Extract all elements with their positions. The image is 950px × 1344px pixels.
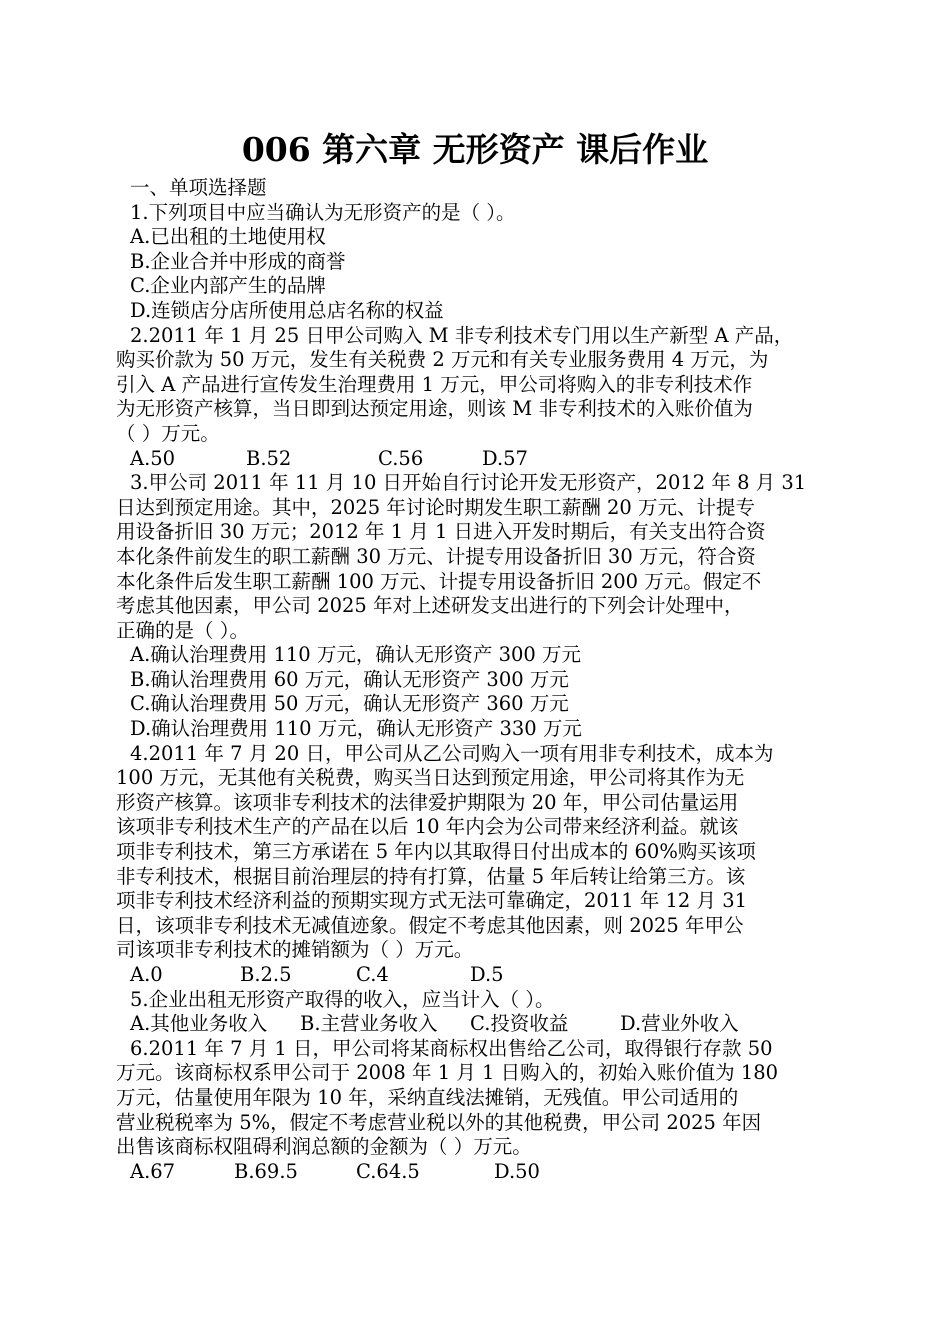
- question-2-line-4: 为无形资产核算，当日即到达预定用途，则该 M 非专利技术的入账价值为: [116, 397, 753, 421]
- question-6-line-1: 6.2011 年 7 月 1 日，甲公司将某商标权出售给乙公司，取得银行存款 50: [130, 1036, 773, 1060]
- page-title: 006 第六章 无形资产 课后作业: [241, 130, 709, 169]
- question-5-option-c: C.投资收益: [470, 1012, 569, 1036]
- question-4-option-c: C.4: [356, 963, 389, 986]
- question-6-option-a: A.67: [130, 1159, 176, 1183]
- question-2-option-b: B.52: [246, 446, 292, 470]
- question-4-line-9: 司该项非专利技术的摊销额为（ ）万元。: [116, 938, 474, 962]
- question-4-option-b: B.2.5: [240, 963, 292, 986]
- question-3-option-d: D.确认治理费用 110 万元，确认无形资产 330 万元: [130, 717, 582, 741]
- question-6-line-5: 出售该商标权阻碍利润总额的金额为（ ）万元。: [116, 1135, 532, 1159]
- question-3-line-5: 本化条件后发生职工薪酬 100 万元、计提专用设备折旧 200 万元。假定不: [116, 569, 762, 593]
- question-4-line-5: 项非专利技术，第三方承诺在 5 年内以其取得日付出成本的 60%购买该项: [116, 840, 756, 864]
- question-1-option-a: A.已出租的土地使用权: [130, 225, 326, 249]
- question-6-option-c: C.64.5: [356, 1159, 420, 1183]
- question-4-line-7: 项非专利技术经济利益的预期实现方式无法可靠确定，2011 年 12 月 31: [116, 889, 748, 913]
- question-4-option-a: A.0: [130, 963, 163, 986]
- question-2-line-1: 2.2011 年 1 月 25 日甲公司购入 M 非专利技术专门用以生产新型 A 产品，: [130, 323, 794, 347]
- question-3-line-2: 日达到预定用途。其中，2025 年讨论时期发生职工薪酬 20 万元、计提专: [116, 495, 756, 519]
- question-6-line-2: 万元。该商标权系甲公司于 2008 年 1 月 1 日购入的，初始入账价值为 180: [116, 1061, 779, 1085]
- question-3-line-4: 本化条件前发生的职工薪酬 30 万元、计提专用设备折旧 30 万元，符合资: [116, 544, 756, 568]
- question-4-line-3: 形资产核算。该项非专利技术的法律爱护期限为 20 年，甲公司估量运用: [116, 790, 739, 814]
- question-4-options: [116, 963, 836, 988]
- question-3-line-6: 考虑其他因素，甲公司 2025 年对上述研发支出进行的下列会计处理中，: [116, 594, 744, 618]
- question-6-line-4: 营业税税率为 5%，假定不考虑营业税以外的其他税费，甲公司 2025 年因: [116, 1110, 762, 1134]
- question-4-line-4: 该项非专利技术生产的产品在以后 10 年内会为公司带来经济利益。就该: [116, 815, 739, 839]
- question-3-line-3: 用设备折旧 30 万元；2012 年 1 月 1 日进入开发时期后，有关支出符合资: [116, 520, 766, 544]
- question-1-option-d: D.连锁店分店所使用总店名称的权益: [130, 298, 444, 322]
- question-5-stem: 5.企业出租无形资产取得的收入，应当计入（ ）。: [130, 987, 555, 1011]
- question-6-option-d: D.50: [494, 1159, 540, 1183]
- question-1-option-c: C.企业内部产生的品牌: [130, 274, 326, 298]
- section-heading: 一、单项选择题: [130, 176, 267, 199]
- document-body: [116, 176, 836, 1184]
- question-4-line-2: 100 万元，无其他有关税费，购买当日达到预定用途，甲公司将其作为无: [116, 766, 745, 790]
- question-4-line-8: 日，该项非专利技术无减值迹象。假定不考虑其他因素，则 2025 年甲公: [116, 913, 744, 937]
- question-2-options: [116, 447, 836, 472]
- question-3-option-c: C.确认治理费用 50 万元，确认无形资产 360 万元: [130, 692, 569, 716]
- question-2-line-2: 购买价款为 50 万元，发生有关税费 2 万元和有关专业服务费用 4 万元，为: [116, 348, 769, 372]
- question-3-line-7: 正确的是（ ）。: [116, 618, 249, 642]
- question-2-option-d: D.57: [482, 446, 528, 470]
- question-4-line-6: 非专利技术，根据目前治理层的持有打算，估量 5 年后转让给第三方。该: [116, 864, 746, 888]
- question-2-line-5: （ ）万元。: [116, 421, 220, 445]
- question-2-option-a: A.50: [130, 446, 176, 470]
- question-4-option-d: D.5: [470, 963, 504, 986]
- question-3-option-b: B.确认治理费用 60 万元，确认无形资产 300 万元: [130, 667, 569, 691]
- question-4-line-1: 4.2011 年 7 月 20 日，甲公司从乙公司购入一项有用非专利技术，成本为: [130, 741, 774, 765]
- question-6-line-3: 万元，估量使用年限为 10 年，采纳直线法摊销，无残值。甲公司适用的: [116, 1085, 739, 1109]
- question-5-option-b: B.主营业务收入: [300, 1012, 438, 1036]
- question-6-option-b: B.69.5: [234, 1159, 298, 1183]
- question-6-options: [116, 1160, 836, 1185]
- question-3-line-1: 3.甲公司 2011 年 11 月 10 日开始自行讨论开发无形资产，2012 年 8 月 31: [130, 471, 807, 495]
- question-5-option-a: A.其他业务收入: [130, 1012, 268, 1036]
- question-5-option-d: D.营业外收入: [620, 1012, 739, 1036]
- question-5-options: [116, 1012, 836, 1037]
- question-1-stem: 1.下列项目中应当确认为无形资产的是（ ）。: [130, 200, 516, 224]
- question-3-option-a: A.确认治理费用 110 万元，确认无形资产 300 万元: [130, 643, 582, 667]
- question-2-line-3: 引入 A 产品进行宣传发生治理费用 1 万元，甲公司将购入的非专利技术作: [116, 372, 753, 396]
- question-2-option-c: C.56: [378, 446, 424, 470]
- question-1-option-b: B.企业合并中形成的商誉: [130, 249, 346, 273]
